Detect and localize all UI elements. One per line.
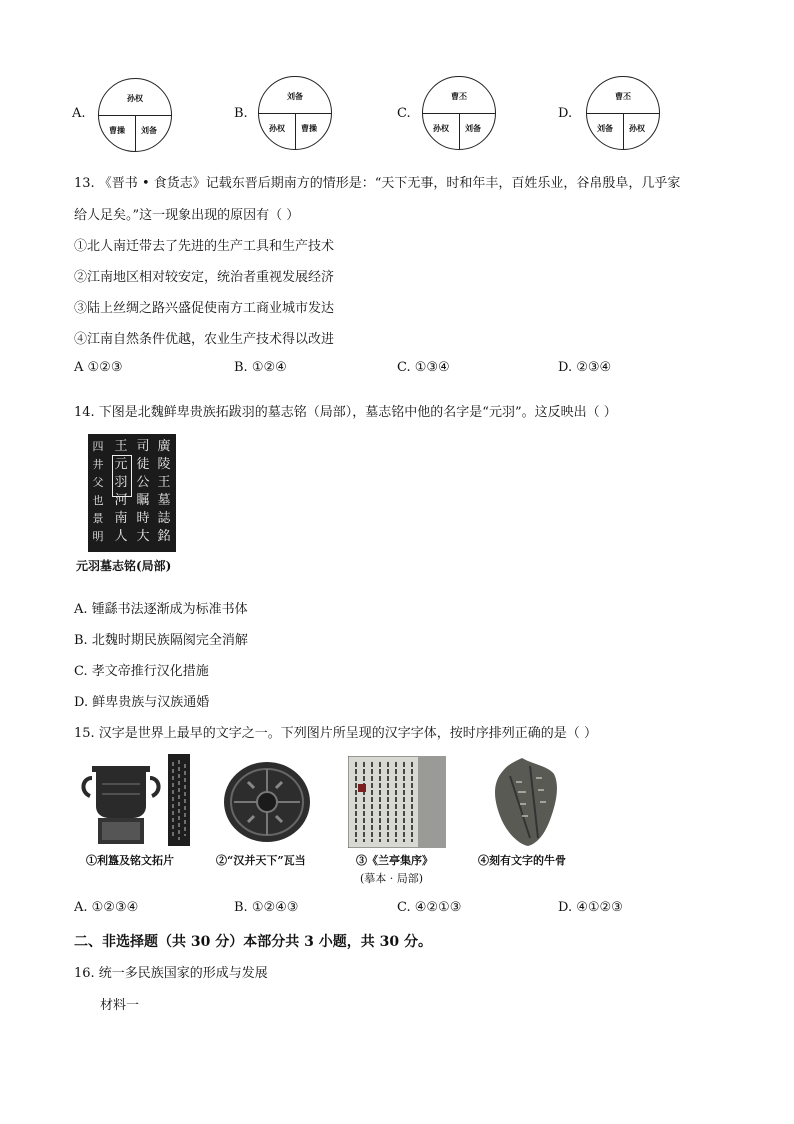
inscription-column: 四 井 父 也 景 明 (92, 440, 104, 543)
q12-option-a-pie (98, 78, 172, 152)
inscription-column: 王 元 羽 河 南 人 (114, 439, 128, 544)
pie-top-label: 曹丕 (615, 91, 631, 101)
q15-caption-1: ①利簋及铭文拓片 (86, 854, 174, 867)
q14-option-d: D. 鲜卑贵族与汉族通婚 (74, 695, 210, 710)
q12-option-b-letter: B. (234, 106, 248, 121)
pie-bottom-right-label: 曹操 (301, 123, 317, 133)
q13-answer-d: D. ②③④ (558, 360, 612, 375)
q15-caption-3-sub: (摹本 · 局部) (360, 872, 424, 885)
pie-bottom-right-label: 刘备 (141, 125, 157, 135)
section-2-heading: 二、非选择题（共 30 分）本部分共 3 小题，共 30 分。 (74, 934, 432, 950)
q13-item: ①北人南迁带去了先进的生产工具和生产技术 (74, 239, 335, 254)
q12-option-d-letter: D. (558, 106, 573, 121)
q12-option-b-pie (258, 76, 332, 150)
q15-answer-c: C. ④②①③ (397, 900, 462, 915)
q15-caption-4: ④刻有文字的牛骨 (478, 854, 566, 867)
lanting-xu-image (348, 756, 446, 848)
inscription-column: 司 徒 公 瞩 時 大 (136, 439, 150, 544)
name-highlight-box (112, 455, 132, 497)
bronze-gui-image (78, 754, 194, 846)
q15-caption-3: ③《兰亭集序》 (356, 854, 433, 867)
pie-bottom-right-label: 孙权 (629, 123, 645, 133)
q13-answer-c: C. ①③④ (397, 360, 450, 375)
q15-answer-b: B. ①②④③ (234, 900, 299, 915)
q13-item: ③陆上丝绸之路兴盛促使南方工商业城市发达 (74, 301, 335, 316)
q15-caption-2: ②“汉并天下”瓦当 (216, 854, 306, 867)
pie-bottom-right-label: 刘备 (465, 123, 481, 133)
pie-top-label: 刘备 (287, 91, 303, 101)
q14-option-b: B. 北魏时期民族隔阂完全消解 (74, 633, 248, 648)
q14-stem: 14. 下图是北魏鲜卑贵族拓跋羽的墓志铭（局部），墓志铭中他的名字是“元羽”。这反映出（ ） (74, 405, 617, 420)
q14-option-c: C. 孝文帝推行汉化措施 (74, 664, 209, 679)
q12-option-c-pie (422, 76, 496, 150)
q13-item: ④江南自然条件优越，农业生产技术得以改进 (74, 332, 335, 347)
q13-stem-line-1: 13. 《晋书 • 食货志》记载东晋后期南方的情形是：“天下无事，时和年丰，百姓乐业，谷帛殷阜，几乎家 (74, 176, 681, 191)
tile-end-image (222, 758, 312, 846)
q12-option-d-pie (586, 76, 660, 150)
pie-top-label: 孙权 (127, 93, 143, 103)
pie-bottom-left-label: 刘备 (597, 123, 613, 133)
q15-answer-a: A. ①②③④ (74, 900, 139, 915)
inscription-column: 廣 陵 王 墓 誌 銘 (157, 439, 171, 544)
pie-bottom-left-label: 孙权 (269, 123, 285, 133)
q13-answer-a: A ①②③ (74, 360, 123, 375)
q15-stem: 15. 汉字是世界上最早的文字之一。下列图片所呈现的汉字字体，按时序排列正确的是（ ） (74, 726, 597, 741)
q15-answer-d: D. ④①②③ (558, 900, 623, 915)
q13-stem-line-2: 给人足矣。”这一现象出现的原因有（ ） (74, 208, 300, 223)
q16-title: 16. 统一多民族国家的形成与发展 (74, 966, 268, 981)
inscription-rubbing-image (88, 434, 176, 552)
pie-bottom-left-label: 孙权 (433, 123, 449, 133)
q12-option-a-letter: A. (72, 106, 86, 121)
q12-option-c-letter: C. (397, 106, 411, 121)
q13-answer-b: B. ①②④ (234, 360, 287, 375)
inscription-caption: 元羽墓志铭(局部) (76, 559, 172, 573)
q13-item: ②江南地区相对较安定，统治者重视发展经济 (74, 270, 335, 285)
pie-top-label: 曹丕 (451, 91, 467, 101)
pie-bottom-left-label: 曹操 (109, 125, 125, 135)
material-1-label: 材料一 (100, 998, 140, 1013)
oracle-bone-image (492, 756, 558, 848)
q14-option-a: A. 锺繇书法逐渐成为标准书体 (74, 602, 248, 617)
